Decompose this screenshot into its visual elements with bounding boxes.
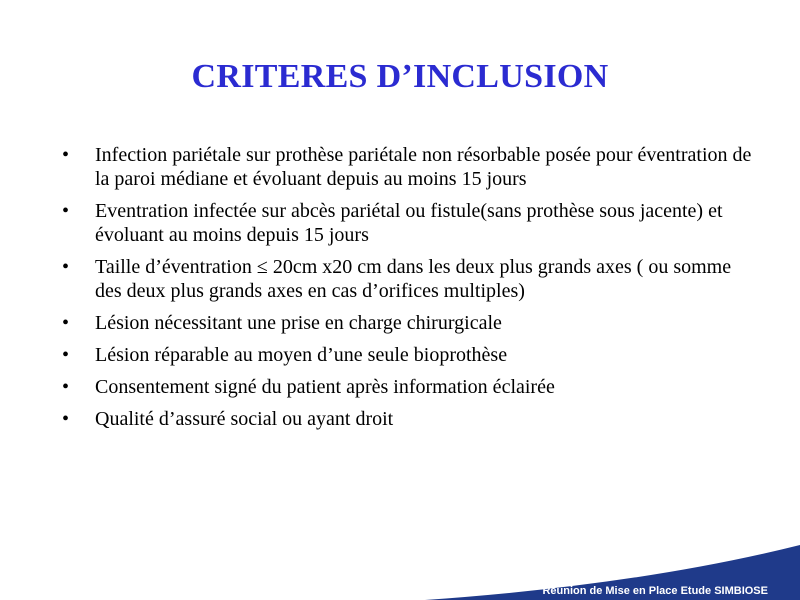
list-item-text: Lésion nécessitant une prise en charge chirurgicale (95, 312, 502, 334)
list-item-text: Eventration infectée sur abcès pariétal ou fistule(sans prothèse sous jacente) et évoluant au moins depuis 15 jours (95, 200, 723, 246)
bullet-icon: • (62, 312, 70, 334)
list-item-text: Lésion réparable au moyen d’une seule bioprothèse (95, 344, 508, 366)
bullet-icon: • (62, 256, 70, 278)
bullet-icon: • (62, 144, 70, 166)
bullet-icon: • (62, 200, 70, 222)
list-item-text: Consentement signé du patient après information éclairée (95, 376, 555, 398)
slide-title: CRITERES D’INCLUSION (191, 58, 609, 95)
bullet-icon: • (62, 344, 70, 366)
bullet-icon: • (62, 376, 70, 398)
bullet-icon: • (62, 408, 70, 430)
list-item-text: Infection pariétale sur prothèse pariétale non résorbable posée pour éventration de la paroi médiane et évoluant depuis au moins 15 jours (95, 144, 752, 190)
footer-label: Réunion de Mise en Place Etude SIMBIOSE (542, 585, 768, 597)
list-item-text: Taille d’éventration ≤ 20cm x20 cm dans les deux plus grands axes ( ou somme des deux plus grands axes en cas d’orifices multiples) (95, 256, 732, 302)
list-item-text: Qualité d’assuré social ou ayant droit (95, 408, 394, 430)
